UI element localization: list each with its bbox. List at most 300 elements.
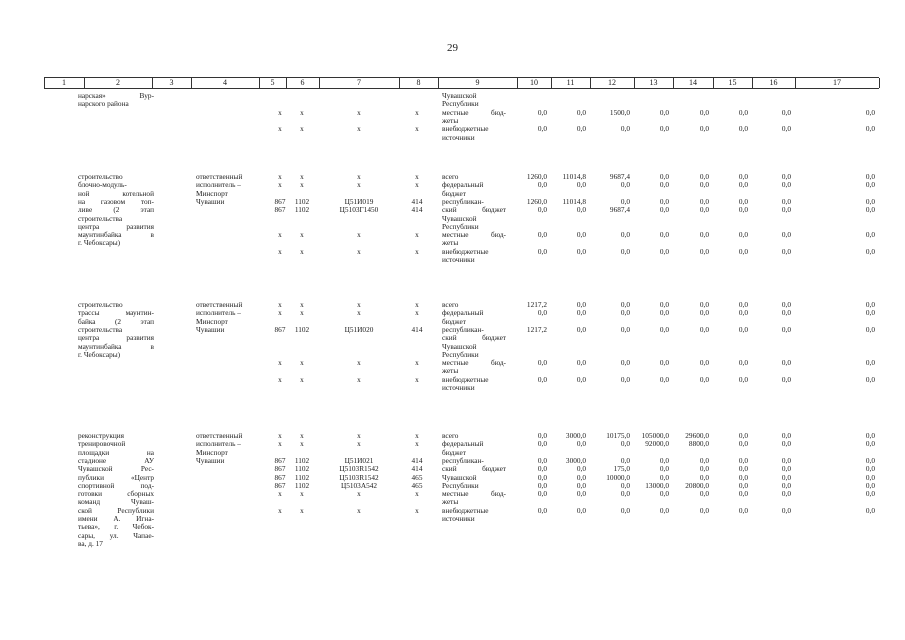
amount-value: 0,0 [699, 205, 709, 215]
amount-value: 0,0 [781, 230, 791, 240]
object-name-line: нарского района [78, 99, 129, 109]
funding-source-line: источники [442, 514, 475, 523]
header-divider [259, 78, 260, 88]
amount-value: 0,0 [659, 308, 669, 318]
object-name-line: г. Чебоксары) [78, 238, 121, 248]
amount-value: 0,0 [659, 172, 669, 181]
funding-source-line: Республики [442, 480, 479, 490]
amount-value: 0,0 [537, 464, 547, 474]
amount-value: 0,0 [699, 472, 709, 482]
amount-value: 0,0 [781, 172, 791, 181]
amount-value: 0,0 [865, 472, 875, 482]
expense-type-code: 465 [411, 480, 423, 490]
target-article-code: x [357, 308, 361, 318]
funding-source-line: ский бюджет [442, 333, 506, 343]
expense-type-code: x [415, 308, 419, 318]
grbs-code: 867 [274, 455, 286, 465]
target-article-code: x [357, 489, 361, 499]
amount-value: 0,0 [537, 374, 547, 384]
column-header-2: 2 [116, 78, 120, 87]
object-name-line: сары, ул. Чапае- [78, 530, 154, 540]
executor-line: Минспорт [196, 316, 228, 326]
funding-source-line: местные бюд- [442, 230, 506, 240]
executor-line: Минспорт [196, 447, 228, 457]
funding-source-line: источники [442, 383, 475, 392]
object-name-line: строительства [78, 324, 123, 334]
funding-source-line: внебюджетные [442, 124, 489, 134]
amount-value: 0,0 [576, 180, 586, 190]
grbs-code: x [278, 230, 282, 240]
amount-value: 0,0 [620, 439, 630, 449]
header-divider [713, 78, 714, 88]
section-code: 1102 [294, 464, 310, 474]
amount-value: 0,0 [865, 324, 875, 334]
header-divider [590, 78, 591, 88]
header-divider [152, 78, 153, 88]
executor-line: ответственный [196, 172, 243, 181]
section-code: x [300, 439, 304, 449]
amount-value: 0,0 [781, 489, 791, 499]
amount-value: 0,0 [699, 124, 709, 134]
amount-value: 0,0 [537, 489, 547, 499]
executor-line: ответственный [196, 431, 243, 440]
target-article-code: x [357, 172, 361, 181]
header-divider [673, 78, 674, 88]
amount-value: 0,0 [699, 374, 709, 384]
amount-value: 0,0 [659, 324, 669, 334]
amount-value: 0,0 [865, 124, 875, 134]
funding-source-line: всего [442, 431, 459, 440]
amount-value: 0,0 [699, 107, 709, 117]
expense-type-code: 414 [411, 205, 423, 215]
amount-value: 0,0 [576, 472, 586, 482]
funding-source-line: местные бюд- [442, 489, 506, 499]
amount-value: 0,0 [865, 489, 875, 499]
amount-value: 1260,0 [526, 196, 547, 206]
header-divider [84, 78, 85, 88]
amount-value: 0,0 [781, 300, 791, 309]
amount-value: 0,0 [781, 358, 791, 368]
amount-value: 0,0 [576, 374, 586, 384]
object-name-line: трассы маунтин- [78, 308, 154, 318]
object-name-line: тьева», г. Чебок- [78, 522, 154, 532]
amount-value: 0,0 [781, 455, 791, 465]
amount-value: 0,0 [738, 431, 748, 440]
amount-value: 0,0 [865, 230, 875, 240]
amount-value: 0,0 [781, 180, 791, 190]
amount-value: 0,0 [699, 196, 709, 206]
amount-value: 0,0 [620, 455, 630, 465]
amount-value: 9687,4 [609, 205, 630, 215]
amount-value: 0,0 [738, 489, 748, 499]
target-article-code: Ц51И019 [344, 196, 374, 206]
amount-value: 0,0 [620, 300, 630, 309]
object-name-line: стадионе АУ [78, 455, 154, 465]
amount-value: 0,0 [576, 358, 586, 368]
executor-line: Чувашии [196, 455, 225, 465]
amount-value: 0,0 [699, 358, 709, 368]
amount-value: 0,0 [738, 480, 748, 490]
expense-type-code: 414 [411, 196, 423, 206]
grbs-code: x [278, 308, 282, 318]
header-divider [399, 78, 400, 88]
funding-source-line: федеральный [442, 439, 484, 449]
target-article-code: Ц5103R1542 [339, 472, 379, 482]
section-code: x [300, 180, 304, 190]
amount-value: 0,0 [738, 464, 748, 474]
amount-value: 10175,0 [606, 431, 630, 440]
amount-value: 0,0 [781, 374, 791, 384]
amount-value: 0,0 [865, 505, 875, 515]
target-article-code: Ц5103R1542 [339, 464, 379, 474]
section-code: x [300, 374, 304, 384]
header-divider [795, 78, 796, 88]
column-header-15: 15 [728, 78, 737, 87]
grbs-code: x [278, 489, 282, 499]
amount-value: 0,0 [659, 489, 669, 499]
executor-line: Чувашии [196, 324, 225, 334]
header-divider [191, 78, 192, 88]
amount-value: 0,0 [865, 431, 875, 440]
grbs-code: 867 [274, 464, 286, 474]
grbs-code: 867 [274, 472, 286, 482]
amount-value: 0,0 [865, 246, 875, 256]
amount-value: 0,0 [781, 124, 791, 134]
grbs-code: 867 [274, 196, 286, 206]
amount-value: 0,0 [537, 455, 547, 465]
object-name-line: маунтинбайка в [78, 341, 154, 351]
grbs-code: x [278, 374, 282, 384]
grbs-code: 867 [274, 205, 286, 215]
amount-value: 0,0 [738, 472, 748, 482]
budget-table [44, 77, 879, 597]
target-article-code: x [357, 358, 361, 368]
amount-value: 0,0 [659, 464, 669, 474]
amount-value: 0,0 [865, 172, 875, 181]
amount-value: 0,0 [781, 505, 791, 515]
amount-value: 0,0 [738, 172, 748, 181]
target-article-code: x [357, 230, 361, 240]
amount-value: 0,0 [699, 308, 709, 318]
amount-value: 0,0 [576, 300, 586, 309]
funding-source-line: Республики [442, 349, 479, 359]
amount-value: 0,0 [537, 472, 547, 482]
target-article-code: x [357, 124, 361, 134]
funding-source-line: всего [442, 300, 459, 309]
amount-value: 0,0 [738, 180, 748, 190]
executor-line: исполнитель – [196, 439, 241, 449]
column-header-1: 1 [62, 78, 66, 87]
column-header-4: 4 [223, 78, 227, 87]
column-header-17: 17 [833, 78, 841, 87]
header-divider [752, 78, 753, 88]
expense-type-code: x [415, 431, 419, 440]
column-header-13: 13 [649, 78, 658, 87]
table-header-row [44, 77, 879, 89]
executor-line: Чувашии [196, 196, 225, 206]
section-code: x [300, 300, 304, 309]
amount-value: 0,0 [865, 196, 875, 206]
funding-source-line: республикан- [442, 196, 484, 206]
object-name-line: публики «Центр [78, 472, 154, 482]
section-code: 1102 [294, 205, 310, 215]
expense-type-code: 414 [411, 464, 423, 474]
section-code: x [300, 172, 304, 181]
amount-value: 0,0 [738, 196, 748, 206]
amount-value: 0,0 [699, 324, 709, 334]
expense-type-code: 414 [411, 455, 423, 465]
amount-value: 0,0 [659, 358, 669, 368]
object-name-line: команд Чуваш- [78, 497, 154, 507]
amount-value: 0,0 [659, 472, 669, 482]
amount-value: 0,0 [738, 300, 748, 309]
amount-value: 0,0 [537, 358, 547, 368]
funding-source-line: местные бюд- [442, 358, 506, 368]
amount-value: 0,0 [620, 124, 630, 134]
grbs-code: x [278, 124, 282, 134]
section-code: x [300, 107, 304, 117]
amount-value: 0,0 [738, 308, 748, 318]
section-code: x [300, 505, 304, 515]
section-code: 1102 [294, 480, 310, 490]
amount-value: 0,0 [620, 358, 630, 368]
executor-line: ответственный [196, 300, 243, 309]
amount-value: 0,0 [865, 300, 875, 309]
funding-source-line: республикан- [442, 324, 484, 334]
amount-value: 0,0 [659, 246, 669, 256]
amount-value: 0,0 [699, 180, 709, 190]
amount-value: 0,0 [865, 480, 875, 490]
column-header-10: 10 [530, 78, 538, 87]
amount-value: 0,0 [738, 358, 748, 368]
amount-value: 0,0 [659, 196, 669, 206]
amount-value: 0,0 [576, 324, 586, 334]
column-header-5: 5 [270, 78, 275, 87]
amount-value: 0,0 [738, 505, 748, 515]
object-name-line: ской Республики [78, 505, 154, 515]
target-article-code: x [357, 505, 361, 515]
grbs-code: x [278, 300, 282, 309]
amount-value: 0,0 [865, 464, 875, 474]
amount-value: 0,0 [781, 107, 791, 117]
amount-value: 0,0 [537, 205, 547, 215]
amount-value: 0,0 [537, 180, 547, 190]
amount-value: 0,0 [620, 324, 630, 334]
amount-value: 0,0 [865, 374, 875, 384]
header-divider [517, 78, 518, 88]
target-article-code: x [357, 300, 361, 309]
amount-value: 0,0 [576, 230, 586, 240]
grbs-code: 867 [274, 324, 286, 334]
amount-value: 0,0 [781, 431, 791, 440]
section-code: 1102 [294, 196, 310, 206]
grbs-code: x [278, 107, 282, 117]
amount-value: 0,0 [659, 505, 669, 515]
object-name-line: реконструкция [78, 431, 125, 440]
amount-value: 10000,0 [606, 472, 630, 482]
amount-value: 0,0 [781, 464, 791, 474]
amount-value: 1500,0 [609, 107, 630, 117]
header-divider [319, 78, 320, 88]
object-name-line: блочно-модуль- [78, 180, 127, 190]
object-name-line: нарская» Вур- [78, 91, 154, 100]
grbs-code: x [278, 505, 282, 515]
target-article-code: Ц51И021 [344, 455, 374, 465]
section-code: x [300, 246, 304, 256]
expense-type-code: 414 [411, 324, 423, 334]
amount-value: 0,0 [659, 180, 669, 190]
header-divider [634, 78, 635, 88]
amount-value: 0,0 [699, 230, 709, 240]
amount-value: 0,0 [781, 196, 791, 206]
amount-value: 0,0 [537, 230, 547, 240]
funding-source-line: источники [442, 255, 475, 264]
expense-type-code: x [415, 124, 419, 134]
amount-value: 0,0 [781, 308, 791, 318]
amount-value: 1260,0 [526, 172, 547, 181]
object-name-line: строительство [78, 172, 123, 181]
amount-value: 0,0 [699, 172, 709, 181]
funding-source-line: всего [442, 172, 459, 181]
object-name-line: центра развития [78, 221, 154, 231]
amount-value: 0,0 [620, 196, 630, 206]
grbs-code: x [278, 358, 282, 368]
header-divider [286, 78, 287, 88]
target-article-code: x [357, 246, 361, 256]
amount-value: 0,0 [576, 505, 586, 515]
amount-value: 0,0 [659, 124, 669, 134]
grbs-code: 867 [274, 480, 286, 490]
executor-line: Минспорт [196, 188, 228, 198]
expense-type-code: x [415, 439, 419, 449]
amount-value: 0,0 [781, 324, 791, 334]
executor-line: исполнитель – [196, 180, 241, 190]
column-header-6: 6 [300, 78, 305, 87]
amount-value: 0,0 [699, 464, 709, 474]
target-article-code: x [357, 439, 361, 449]
grbs-code: x [278, 431, 282, 440]
object-name-line: имени А. Игна- [78, 514, 154, 523]
amount-value: 0,0 [576, 480, 586, 490]
amount-value: 0,0 [576, 489, 586, 499]
object-name-line: ва, д. 17 [78, 538, 103, 548]
object-name-line: центра развития [78, 333, 154, 343]
header-divider [44, 78, 45, 88]
amount-value: 0,0 [537, 308, 547, 318]
funding-source-line: жеты [442, 366, 459, 376]
funding-source-line: ский бюджет [442, 205, 506, 215]
amount-value: 92000,0 [645, 439, 669, 449]
expense-type-code: x [415, 172, 419, 181]
column-header-14: 14 [689, 78, 697, 87]
expense-type-code: x [415, 374, 419, 384]
object-name-line: спортивной под- [78, 480, 154, 490]
amount-value: 0,0 [537, 124, 547, 134]
amount-value: 0,0 [537, 107, 547, 117]
object-name-line: строительство [78, 300, 123, 309]
expense-type-code: x [415, 230, 419, 240]
grbs-code: x [278, 172, 282, 181]
expense-type-code: 465 [411, 472, 423, 482]
amount-value: 0,0 [699, 489, 709, 499]
amount-value: 0,0 [865, 205, 875, 215]
executor-line: исполнитель – [196, 308, 241, 318]
amount-value: 0,0 [537, 505, 547, 515]
grbs-code: x [278, 180, 282, 190]
amount-value: 0,0 [738, 324, 748, 334]
target-article-code: x [357, 180, 361, 190]
funding-source-line: федеральный [442, 180, 484, 190]
expense-type-code: x [415, 358, 419, 368]
funding-source-line: республикан- [442, 455, 484, 465]
amount-value: 0,0 [659, 107, 669, 117]
amount-value: 0,0 [738, 374, 748, 384]
amount-value: 0,0 [620, 246, 630, 256]
object-name-line: байка (2 этап [78, 316, 154, 326]
amount-value: 0,0 [865, 439, 875, 449]
funding-source-line: жеты [442, 497, 459, 507]
column-header-8: 8 [416, 78, 421, 87]
amount-value: 11014,8 [562, 172, 586, 181]
amount-value: 0,0 [620, 480, 630, 490]
funding-source-line: Чувашской [442, 91, 477, 100]
funding-source-line: федеральный [442, 308, 484, 318]
amount-value: 0,0 [738, 439, 748, 449]
funding-source-line: местные бюд- [442, 107, 506, 117]
object-name-line: готовки сборных [78, 489, 154, 499]
page-number: 29 [447, 42, 458, 54]
grbs-code: x [278, 439, 282, 449]
section-code: x [300, 230, 304, 240]
object-name-line: строительства [78, 213, 123, 223]
funding-source-line: внебюджетные [442, 505, 489, 515]
amount-value: 0,0 [781, 472, 791, 482]
target-article-code: x [357, 107, 361, 117]
amount-value: 13000,0 [645, 480, 669, 490]
column-header-16: 16 [769, 78, 778, 87]
amount-value: 0,0 [576, 439, 586, 449]
amount-value: 0,0 [576, 464, 586, 474]
amount-value: 0,0 [699, 455, 709, 465]
amount-value: 29600,0 [685, 431, 709, 440]
amount-value: 0,0 [738, 205, 748, 215]
funding-source-line: бюджет [442, 316, 466, 326]
amount-value: 0,0 [620, 489, 630, 499]
funding-source-line: внебюджетные [442, 374, 489, 384]
amount-value: 9687,4 [609, 172, 630, 181]
amount-value: 0,0 [738, 246, 748, 256]
expense-type-code: x [415, 107, 419, 117]
funding-source-line: жеты [442, 115, 459, 125]
section-code: x [300, 124, 304, 134]
amount-value: 1217,2 [526, 300, 547, 309]
amount-value: 0,0 [781, 205, 791, 215]
amount-value: 0,0 [659, 455, 669, 465]
amount-value: 0,0 [865, 358, 875, 368]
amount-value: 0,0 [537, 439, 547, 449]
amount-value: 0,0 [659, 374, 669, 384]
header-divider [879, 78, 880, 88]
amount-value: 0,0 [781, 246, 791, 256]
amount-value: 0,0 [865, 180, 875, 190]
amount-value: 0,0 [659, 300, 669, 309]
amount-value: 0,0 [576, 246, 586, 256]
grbs-code: x [278, 246, 282, 256]
section-code: x [300, 308, 304, 318]
amount-value: 0,0 [699, 246, 709, 256]
amount-value: 0,0 [620, 230, 630, 240]
amount-value: 0,0 [865, 308, 875, 318]
